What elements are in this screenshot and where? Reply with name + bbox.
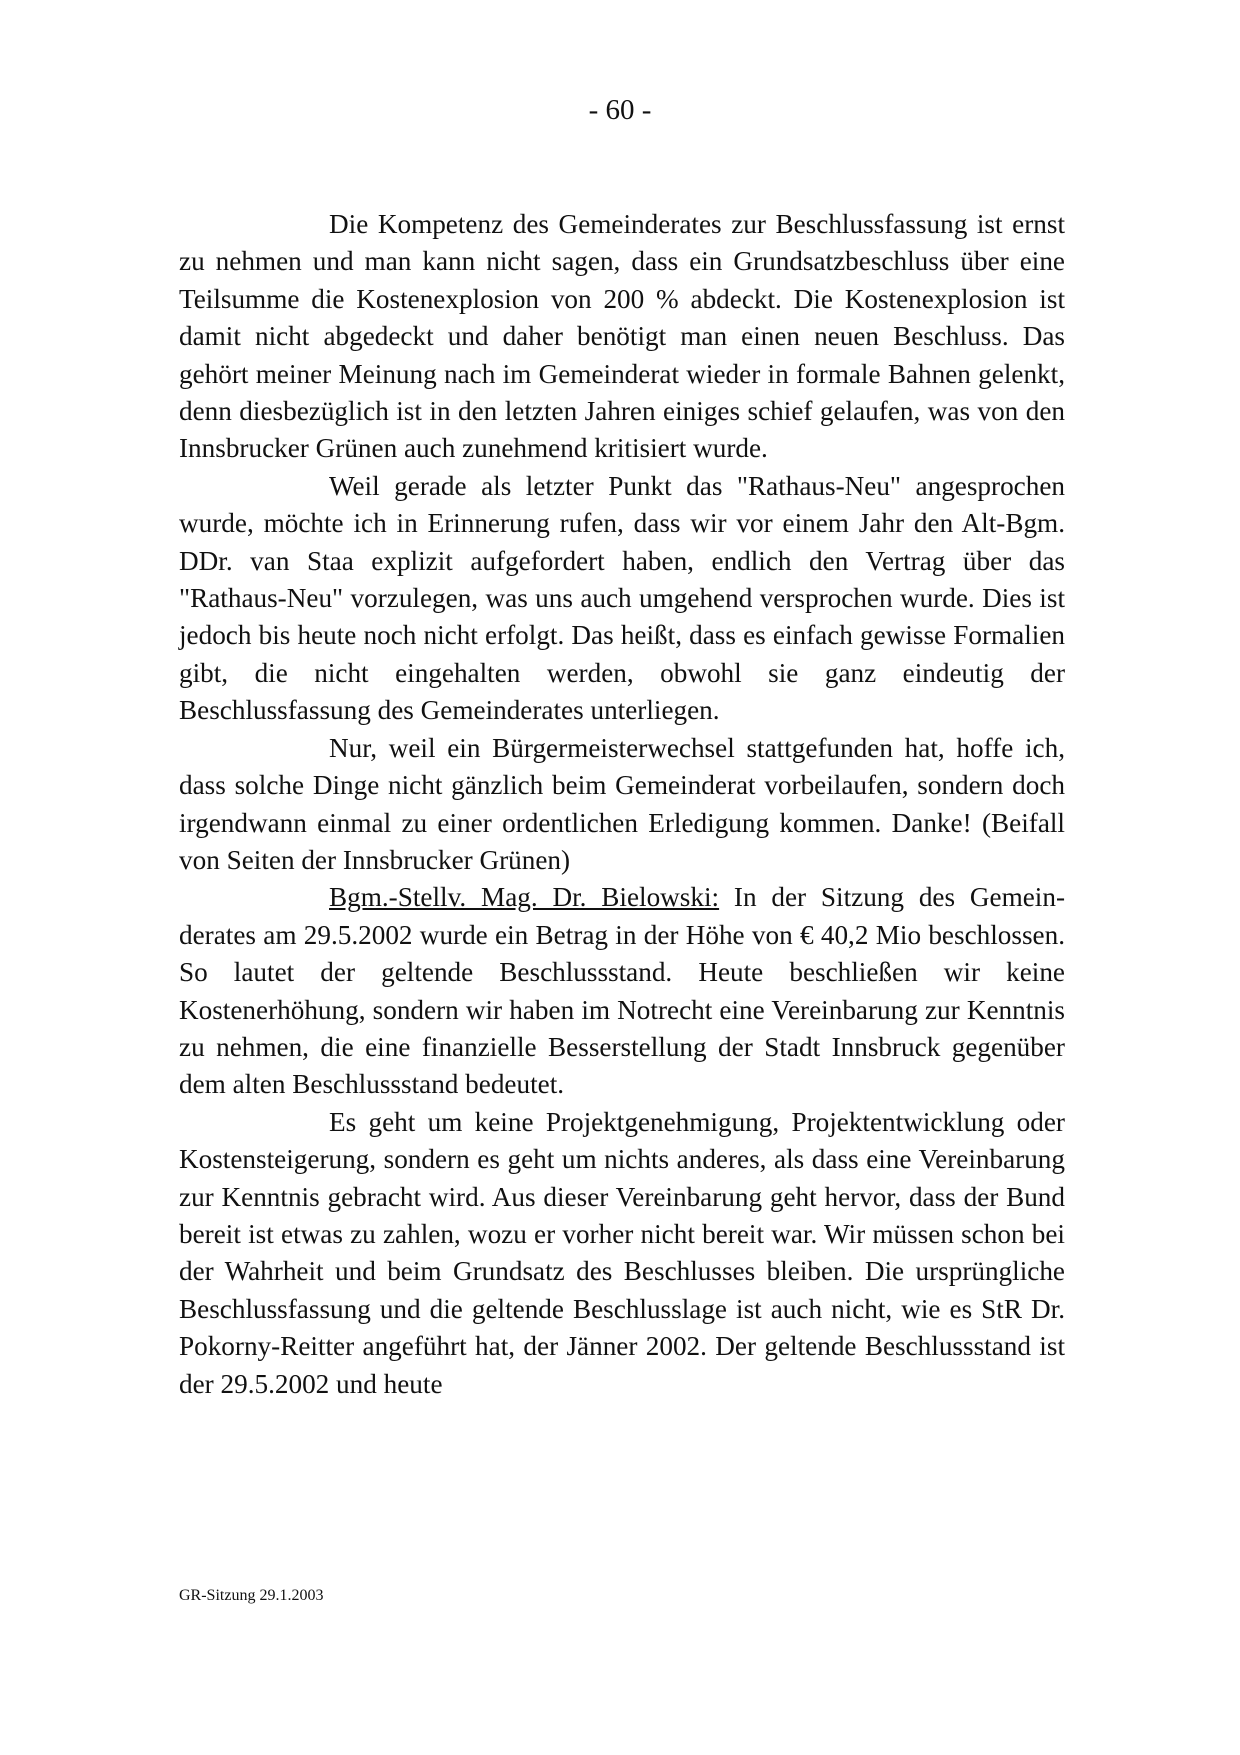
- paragraph-text: Nur, weil ein Bürgermeisterwechsel stattgefunden hat, hoffe ich, dass solche Dinge nicht gänzlich beim Gemeinderat vorbeilaufen, sondern doch irgendwann einmal zu einer ordentlichen Erledigung kommen. Danke! (Beifall von Seiten der Innsbrucker Grünen): [179, 732, 1065, 875]
- page-number: - 60 -: [588, 94, 652, 126]
- paragraph: [179, 730, 1065, 880]
- paragraph-text: Weil gerade als letzter Punkt das "Rathaus-Neu" angesprochen wurde, möchte ich in Erinnerung rufen, dass wir vor einem Jahr den Alt-Bgm. DDr. van Staa explizit aufgefordert haben, endlich den Vertrag über das "Rathaus-Neu" vorzulegen, was uns auch umgehend versprochen wurde. Dies ist jedoch bis heute noch nicht erfolgt. Das heißt, dass es einfach gewisse Formalien gibt, die nicht eingehalten werden, obwohl sie ganz eindeutig der Beschlussfassung des Gemeinderates unterliegen.: [179, 470, 1065, 726]
- speaker-name: Bgm.-Stellv. Mag. Dr. Bielowski:: [329, 882, 720, 913]
- paragraph: [179, 468, 1065, 730]
- paragraph-text: In der Sitzung des Gemeinderates am 29.5.2002 wurde ein Betrag in der Höhe von € 40,2 Mio beschlossen. So lautet der geltende Beschlussstand. Heute beschließen wir keine Kostenerhöhung, sondern wir haben im Notrecht eine Vereinbarung zur Kenntnis zu nehmen, die eine finanzielle Besserstellung der Stadt Innsbruck gegenüber dem alten Beschlussstand bedeutet.: [179, 882, 1065, 1100]
- paragraph-text: Die Kompetenz des Gemeinderates zur Beschlussfassung ist ernst zu nehmen und man kann nicht sagen, dass ein Grundsatzbeschluss über eine Teilsumme die Kostenexplosion von 200 % abdeckt. Die Kostenexplosion ist damit nicht abgedeckt und daher benötigt man einen neuen Beschluss. Das gehört meiner Meinung nach im Gemeinderat wieder in formale Bahnen gelenkt, denn diesbezüglich ist in den letzten Jahren einiges schief gelaufen, was von den Innsbrucker Grünen auch zunehmend kritisiert wurde.: [179, 209, 1065, 464]
- speaker-paragraph: [179, 879, 1065, 1103]
- paragraph: [179, 206, 1065, 468]
- document-body: [179, 206, 1065, 1403]
- paragraph: [179, 1104, 1065, 1403]
- footer-session-date: GR-Sitzung 29.1.2003: [179, 1587, 324, 1604]
- paragraph-text: Es geht um keine Projektgenehmigung, Projektentwicklung oder Kostensteigerung, sondern es geht um nichts anderes, als dass eine Vereinbarung zur Kenntnis gebracht wird. Aus dieser Vereinbarung geht hervor, dass der Bund bereit ist etwas zu zahlen, wozu er vorher nicht bereit war. Wir müssen schon bei der Wahrheit und beim Grundsatz des Beschlusses bleiben. Die ursprüngliche Beschlussfassung und die geltende Beschlusslage ist auch nicht, wie es StR Dr. Pokorny-Reitter angeführt hat, der Jänner 2002. Der geltende Beschlussstand ist der 29.5.2002 und heute: [179, 1106, 1065, 1399]
